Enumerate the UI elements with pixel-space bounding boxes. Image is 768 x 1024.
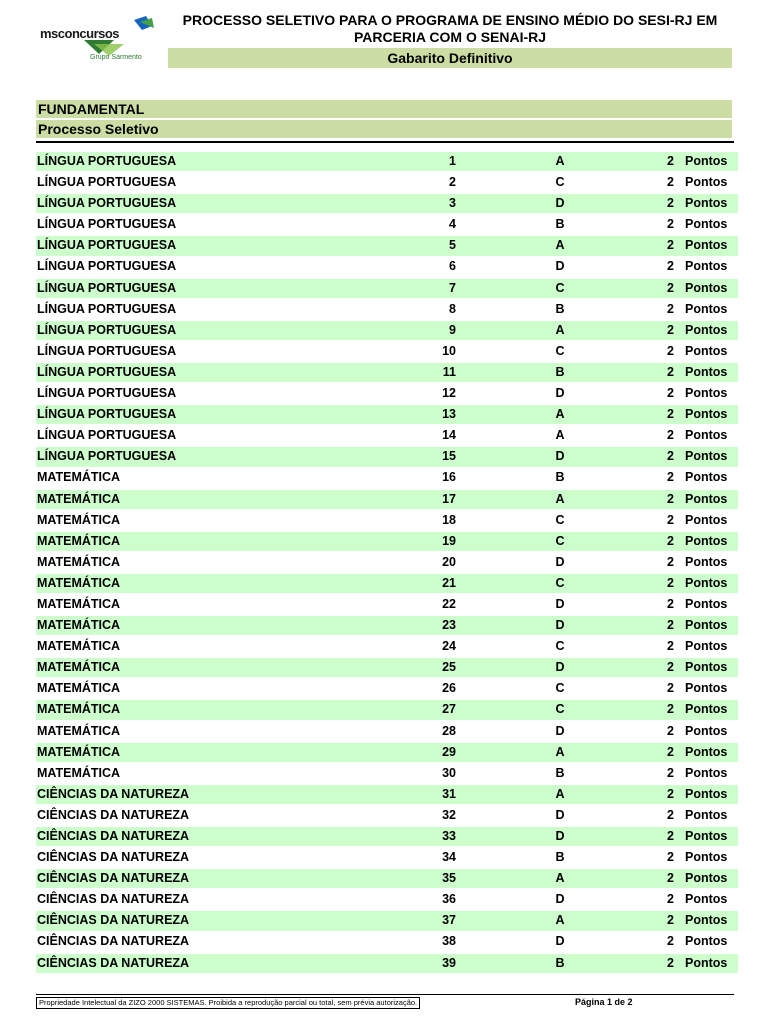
points-label-cell: Pontos bbox=[685, 660, 728, 675]
points-cell: 2 bbox=[667, 829, 674, 843]
question-number-cell: 13 bbox=[442, 407, 456, 422]
question-number-cell: 31 bbox=[442, 786, 456, 801]
answer-cell: D bbox=[555, 386, 565, 401]
answer-cell: B bbox=[555, 470, 565, 485]
points-cell: 2 bbox=[667, 807, 674, 822]
answer-key-table bbox=[36, 152, 738, 975]
points-cell: 2 bbox=[667, 407, 674, 422]
discipline-cell: LÍNGUA PORTUGUESA bbox=[37, 364, 177, 379]
points-label-cell: Pontos bbox=[685, 618, 728, 633]
table-row bbox=[36, 806, 738, 825]
discipline-cell: MATEMÁTICA bbox=[37, 639, 121, 654]
question-number-cell: 36 bbox=[442, 892, 456, 907]
points-label-cell: Pontos bbox=[685, 575, 728, 590]
question-number-cell: 28 bbox=[442, 723, 456, 738]
logo-subtext: Grupo Sarmento bbox=[90, 54, 142, 61]
points-label-cell: Pontos bbox=[685, 681, 728, 696]
points-cell: 2 bbox=[667, 913, 674, 928]
table-row bbox=[36, 426, 738, 445]
table-row bbox=[36, 553, 738, 572]
answer-cell: C bbox=[555, 639, 565, 654]
discipline-cell: MATEMÁTICA bbox=[37, 702, 121, 717]
answer-cell: A bbox=[555, 238, 565, 253]
points-cell: 2 bbox=[667, 217, 674, 232]
points-cell: 2 bbox=[667, 343, 674, 358]
discipline-cell: MATEMÁTICA bbox=[37, 470, 121, 485]
answer-cell: C bbox=[555, 175, 565, 190]
points-label-cell: Pontos bbox=[685, 259, 728, 274]
table-row bbox=[36, 722, 738, 741]
table-row bbox=[36, 700, 738, 719]
discipline-cell: MATEMÁTICA bbox=[37, 660, 121, 675]
points-label-cell: Pontos bbox=[685, 807, 728, 822]
answer-cell: C bbox=[555, 681, 565, 696]
table-row bbox=[36, 468, 738, 487]
points-cell: 2 bbox=[667, 723, 674, 738]
points-label-cell: Pontos bbox=[685, 175, 728, 190]
discipline-cell: CIÊNCIAS DA NATUREZA bbox=[37, 934, 190, 949]
section-name: Processo Seletivo bbox=[36, 120, 732, 138]
question-number-cell: 29 bbox=[442, 744, 456, 759]
answer-cell: A bbox=[555, 491, 565, 506]
question-number-cell: 22 bbox=[442, 596, 456, 611]
points-cell: 2 bbox=[667, 681, 674, 696]
discipline-cell: LÍNGUA PORTUGUESA bbox=[37, 154, 177, 168]
answer-cell: C bbox=[555, 702, 565, 717]
table-row bbox=[36, 637, 738, 656]
question-number-cell: 6 bbox=[449, 259, 456, 274]
points-label-cell: Pontos bbox=[685, 913, 728, 928]
points-label-cell: Pontos bbox=[685, 280, 728, 295]
table-row bbox=[36, 595, 738, 614]
points-label-cell: Pontos bbox=[685, 744, 728, 759]
answer-cell: A bbox=[555, 428, 565, 443]
answer-cell: C bbox=[555, 512, 565, 527]
answer-cell: B bbox=[555, 850, 565, 865]
discipline-cell: MATEMÁTICA bbox=[37, 618, 121, 633]
question-number-cell: 38 bbox=[442, 934, 456, 949]
answer-cell: C bbox=[555, 533, 565, 548]
discipline-cell: CIÊNCIAS DA NATUREZA bbox=[37, 892, 190, 907]
points-label-cell: Pontos bbox=[685, 301, 728, 316]
answer-cell: D bbox=[555, 449, 565, 464]
question-number-cell: 20 bbox=[442, 554, 456, 569]
points-label-cell: Pontos bbox=[685, 491, 728, 506]
question-number-cell: 27 bbox=[442, 702, 456, 717]
points-label-cell: Pontos bbox=[685, 449, 728, 464]
points-cell: 2 bbox=[667, 449, 674, 464]
question-number-cell: 21 bbox=[442, 575, 456, 590]
points-label-cell: Pontos bbox=[685, 154, 728, 168]
table-row bbox=[36, 658, 738, 677]
logo-text: msconcursos bbox=[40, 26, 120, 41]
discipline-cell: MATEMÁTICA bbox=[37, 491, 121, 506]
question-number-cell: 18 bbox=[442, 512, 456, 527]
discipline-cell: CIÊNCIAS DA NATUREZA bbox=[37, 786, 190, 801]
points-cell: 2 bbox=[667, 533, 674, 548]
question-number-cell: 25 bbox=[442, 660, 456, 675]
discipline-cell: LÍNGUA PORTUGUESA bbox=[37, 196, 177, 211]
points-label-cell: Pontos bbox=[685, 934, 728, 949]
question-number-cell: 11 bbox=[442, 364, 456, 379]
discipline-cell: MATEMÁTICA bbox=[37, 744, 121, 759]
question-number-cell: 7 bbox=[449, 280, 456, 295]
table-row bbox=[36, 173, 738, 192]
table-row bbox=[36, 532, 738, 551]
question-number-cell: 33 bbox=[442, 829, 456, 843]
table-row bbox=[36, 300, 738, 319]
discipline-cell: LÍNGUA PORTUGUESA bbox=[37, 175, 177, 190]
table-row bbox=[36, 785, 738, 804]
table-row bbox=[36, 827, 738, 846]
points-label-cell: Pontos bbox=[685, 196, 728, 211]
points-cell: 2 bbox=[667, 322, 674, 337]
points-label-cell: Pontos bbox=[685, 238, 728, 253]
points-label-cell: Pontos bbox=[685, 702, 728, 717]
table-row bbox=[36, 574, 738, 593]
page-indicator: Página 1 de 2 bbox=[575, 997, 633, 1007]
points-cell: 2 bbox=[667, 850, 674, 865]
table-row bbox=[36, 236, 738, 255]
points-label-cell: Pontos bbox=[685, 428, 728, 443]
points-label-cell: Pontos bbox=[685, 554, 728, 569]
points-cell: 2 bbox=[667, 238, 674, 253]
table-row bbox=[36, 932, 738, 951]
question-number-cell: 32 bbox=[442, 807, 456, 822]
question-number-cell: 12 bbox=[442, 386, 456, 401]
points-label-cell: Pontos bbox=[685, 723, 728, 738]
discipline-cell: LÍNGUA PORTUGUESA bbox=[37, 238, 177, 253]
discipline-cell: LÍNGUA PORTUGUESA bbox=[37, 407, 177, 422]
table-row bbox=[36, 869, 738, 888]
points-label-cell: Pontos bbox=[685, 470, 728, 485]
points-label-cell: Pontos bbox=[685, 786, 728, 801]
question-number-cell: 15 bbox=[442, 449, 456, 464]
header-divider bbox=[36, 141, 734, 143]
answer-cell: B bbox=[555, 765, 565, 780]
points-cell: 2 bbox=[667, 765, 674, 780]
answer-cell: B bbox=[555, 364, 565, 379]
question-number-cell: 8 bbox=[449, 301, 456, 316]
answer-cell: D bbox=[555, 596, 565, 611]
answer-cell: A bbox=[555, 913, 565, 928]
answer-cell: D bbox=[555, 934, 565, 949]
answer-cell: D bbox=[555, 259, 565, 274]
discipline-cell: LÍNGUA PORTUGUESA bbox=[37, 386, 177, 401]
answer-cell: C bbox=[555, 575, 565, 590]
discipline-cell: CIÊNCIAS DA NATUREZA bbox=[37, 955, 190, 970]
discipline-cell: LÍNGUA PORTUGUESA bbox=[37, 280, 177, 295]
table-row bbox=[36, 384, 738, 403]
discipline-cell: LÍNGUA PORTUGUESA bbox=[37, 428, 177, 443]
table-row bbox=[36, 764, 738, 783]
question-number-cell: 19 bbox=[442, 533, 456, 548]
table-row bbox=[36, 194, 738, 213]
discipline-cell: CIÊNCIAS DA NATUREZA bbox=[37, 807, 190, 822]
msconcursos-logo bbox=[34, 14, 164, 66]
question-number-cell: 39 bbox=[442, 955, 456, 970]
discipline-cell: MATEMÁTICA bbox=[37, 512, 121, 527]
discipline-cell: MATEMÁTICA bbox=[37, 765, 121, 780]
discipline-cell: LÍNGUA PORTUGUESA bbox=[37, 259, 177, 274]
points-label-cell: Pontos bbox=[685, 765, 728, 780]
points-cell: 2 bbox=[667, 386, 674, 401]
points-label-cell: Pontos bbox=[685, 533, 728, 548]
table-row bbox=[36, 279, 738, 298]
points-cell: 2 bbox=[667, 259, 674, 274]
points-cell: 2 bbox=[667, 786, 674, 801]
points-cell: 2 bbox=[667, 364, 674, 379]
points-label-cell: Pontos bbox=[685, 364, 728, 379]
points-cell: 2 bbox=[667, 575, 674, 590]
answer-cell: D bbox=[555, 660, 565, 675]
discipline-cell: CIÊNCIAS DA NATUREZA bbox=[37, 913, 190, 928]
question-number-cell: 30 bbox=[442, 765, 456, 780]
answer-cell: D bbox=[555, 554, 565, 569]
points-cell: 2 bbox=[667, 301, 674, 316]
question-number-cell: 37 bbox=[442, 913, 456, 928]
answer-cell: A bbox=[555, 786, 565, 801]
points-label-cell: Pontos bbox=[685, 850, 728, 865]
table-row bbox=[36, 321, 738, 340]
discipline-cell: MATEMÁTICA bbox=[37, 723, 121, 738]
points-cell: 2 bbox=[667, 702, 674, 717]
discipline-cell: MATEMÁTICA bbox=[37, 575, 121, 590]
question-number-cell: 34 bbox=[442, 850, 456, 865]
discipline-cell: MATEMÁTICA bbox=[37, 533, 121, 548]
points-label-cell: Pontos bbox=[685, 217, 728, 232]
points-cell: 2 bbox=[667, 154, 674, 168]
table-row bbox=[36, 342, 738, 361]
points-label-cell: Pontos bbox=[685, 829, 728, 843]
question-number-cell: 4 bbox=[449, 217, 456, 232]
discipline-cell: MATEMÁTICA bbox=[37, 554, 121, 569]
answer-cell: A bbox=[555, 744, 565, 759]
table-row bbox=[36, 743, 738, 762]
document-subtitle: Gabarito Definitivo bbox=[168, 48, 732, 68]
answer-cell: D bbox=[555, 723, 565, 738]
answer-cell: C bbox=[555, 280, 565, 295]
table-row bbox=[36, 679, 738, 698]
table-row bbox=[36, 616, 738, 635]
question-number-cell: 3 bbox=[449, 196, 456, 211]
points-cell: 2 bbox=[667, 280, 674, 295]
discipline-cell: LÍNGUA PORTUGUESA bbox=[37, 343, 177, 358]
question-number-cell: 26 bbox=[442, 681, 456, 696]
points-cell: 2 bbox=[667, 892, 674, 907]
points-label-cell: Pontos bbox=[685, 386, 728, 401]
table-row bbox=[36, 215, 738, 234]
footer-divider bbox=[36, 994, 734, 995]
discipline-cell: LÍNGUA PORTUGUESA bbox=[37, 217, 177, 232]
discipline-cell: CIÊNCIAS DA NATUREZA bbox=[37, 829, 190, 843]
document-title: PROCESSO SELETIVO PARA O PROGRAMA DE ENSINO MÉDIO DO SESI-RJ EM PARCERIA COM O SENAI-RJ bbox=[182, 12, 718, 45]
points-cell: 2 bbox=[667, 491, 674, 506]
discipline-cell: LÍNGUA PORTUGUESA bbox=[37, 449, 177, 464]
table-row bbox=[36, 152, 738, 171]
answer-cell: D bbox=[555, 196, 565, 211]
answer-cell: B bbox=[555, 301, 565, 316]
answer-cell: B bbox=[555, 955, 565, 970]
discipline-cell: LÍNGUA PORTUGUESA bbox=[37, 322, 177, 337]
discipline-cell: MATEMÁTICA bbox=[37, 681, 121, 696]
table-row bbox=[36, 363, 738, 382]
points-label-cell: Pontos bbox=[685, 596, 728, 611]
table-row bbox=[36, 890, 738, 909]
question-number-cell: 1 bbox=[449, 154, 456, 168]
answer-cell: D bbox=[555, 807, 565, 822]
discipline-cell: CIÊNCIAS DA NATUREZA bbox=[37, 871, 190, 886]
discipline-cell: LÍNGUA PORTUGUESA bbox=[37, 301, 177, 316]
points-label-cell: Pontos bbox=[685, 892, 728, 907]
points-cell: 2 bbox=[667, 470, 674, 485]
discipline-cell: MATEMÁTICA bbox=[37, 596, 121, 611]
points-cell: 2 bbox=[667, 660, 674, 675]
question-number-cell: 14 bbox=[442, 428, 456, 443]
table-row bbox=[36, 511, 738, 530]
points-cell: 2 bbox=[667, 871, 674, 886]
points-cell: 2 bbox=[667, 955, 674, 970]
points-cell: 2 bbox=[667, 618, 674, 633]
table-row bbox=[36, 257, 738, 276]
points-cell: 2 bbox=[667, 744, 674, 759]
points-label-cell: Pontos bbox=[685, 955, 728, 970]
answer-cell: D bbox=[555, 829, 565, 843]
points-label-cell: Pontos bbox=[685, 512, 728, 527]
points-cell: 2 bbox=[667, 512, 674, 527]
question-number-cell: 23 bbox=[442, 618, 456, 633]
answer-cell: B bbox=[555, 217, 565, 232]
section-level: FUNDAMENTAL bbox=[36, 100, 732, 118]
answer-cell: D bbox=[555, 892, 565, 907]
discipline-cell: CIÊNCIAS DA NATUREZA bbox=[37, 850, 190, 865]
table-row bbox=[36, 490, 738, 509]
table-row bbox=[36, 405, 738, 424]
points-cell: 2 bbox=[667, 934, 674, 949]
points-cell: 2 bbox=[667, 175, 674, 190]
points-cell: 2 bbox=[667, 196, 674, 211]
points-label-cell: Pontos bbox=[685, 407, 728, 422]
table-row bbox=[36, 447, 738, 466]
answer-cell: D bbox=[555, 618, 565, 633]
answer-cell: A bbox=[555, 407, 565, 422]
points-label-cell: Pontos bbox=[685, 322, 728, 337]
question-number-cell: 17 bbox=[442, 491, 456, 506]
table-row bbox=[36, 954, 738, 973]
answer-cell: A bbox=[555, 871, 565, 886]
answer-cell: A bbox=[555, 322, 565, 337]
points-cell: 2 bbox=[667, 639, 674, 654]
points-cell: 2 bbox=[667, 428, 674, 443]
table-row bbox=[36, 911, 738, 930]
points-label-cell: Pontos bbox=[685, 343, 728, 358]
question-number-cell: 2 bbox=[449, 175, 456, 190]
question-number-cell: 9 bbox=[449, 322, 456, 337]
points-label-cell: Pontos bbox=[685, 871, 728, 886]
question-number-cell: 16 bbox=[442, 470, 456, 485]
points-cell: 2 bbox=[667, 596, 674, 611]
answer-cell: A bbox=[555, 154, 565, 168]
table-row bbox=[36, 848, 738, 867]
question-number-cell: 35 bbox=[442, 871, 456, 886]
points-cell: 2 bbox=[667, 554, 674, 569]
question-number-cell: 5 bbox=[449, 238, 456, 253]
answer-cell: C bbox=[555, 343, 565, 358]
question-number-cell: 10 bbox=[442, 343, 456, 358]
question-number-cell: 24 bbox=[442, 639, 456, 654]
points-label-cell: Pontos bbox=[685, 639, 728, 654]
copyright-notice: Propriedade Intelectual da ZIZO 2000 SISTEMAS. Proibida a reprodução parcial ou total, sem prévia autorização. bbox=[36, 997, 420, 1009]
